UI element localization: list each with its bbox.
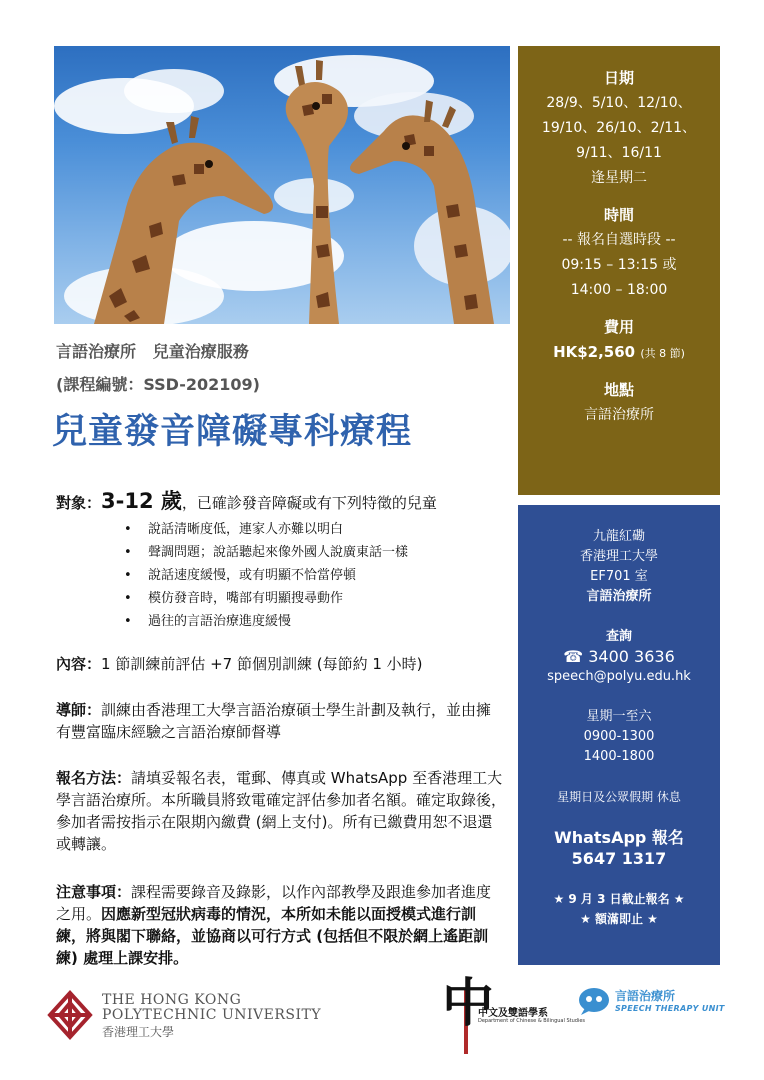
content-label: 內容： [56,655,102,673]
tutor-section [56,699,506,743]
stu-name-zh: 言語治療所 [615,989,676,1003]
address-line: 九龍紅磡 [592,529,645,544]
time-label: 時間 [603,206,634,224]
cbs-glyph: 中 [442,973,495,1034]
notes-text: 課程需要錄音及錄影，以作內部教學及跟進參加者進度之用。 [56,883,492,923]
hours-line: 1400-1800 [583,749,655,764]
phone-line [518,647,720,667]
list-item: • 模仿發音時，嘴部有明顯搜尋動作 [124,587,506,610]
hours-line: 0900-1300 [583,729,655,744]
polyu-name-en-2: POLYTECHNIC UNIVERSITY [102,1007,322,1023]
date-line: 19/10、26/10、2/11、 [541,120,697,136]
address-line: EF701 室 [590,569,648,584]
service-unit-line: 言語治療所 兒童治療服務 [56,342,249,361]
date-label: 日期 [603,69,634,87]
phone-number[interactable]: 3400 3636 [588,647,675,666]
signup-section [56,767,506,855]
target-feature-list [124,518,506,633]
fee-amount: HK$2,560 [553,343,636,361]
email-link[interactable]: speech@polyu.edu.hk [547,669,691,684]
date-line: 28/9、5/10、12/10、 [546,95,692,111]
venue: 言語治療所 [584,407,654,423]
signup-label: 報名方法： [56,769,132,787]
tutor-text: 訓練由香港理工大學言語治療碩士學生計劃及執行，並由擁有豐富臨床經驗之言語治療師督導 [56,701,492,741]
page-title: 兒童發音障礙專科療程 [52,412,413,452]
target-desc: ，已確診發音障礙或有下列特徵的兒童 [181,494,437,512]
tutor-label: 導師： [56,701,102,719]
content-section [56,653,506,675]
fee-line [518,340,720,366]
cbs-name-en: Department of Chinese & Bilingual Studies [478,1018,586,1024]
phone-icon: ☎ [563,647,584,666]
list-item: • 說話速度緩慢，或有明顯不恰當停頓 [124,564,506,587]
polyu-emblem-icon [46,990,94,1040]
speech-bubble-icon [577,986,613,1016]
target-label: 對象 [56,494,87,512]
notes-label: 注意事項： [56,883,132,901]
target-section [56,490,506,633]
venue-label: 地點 [603,381,634,399]
target-separator: ： [86,494,102,512]
time-note: -- 報名自選時段 -- [562,232,676,248]
list-item: • 聲調問題；說話聽起來像外國人說廣東話一樣 [124,541,506,564]
cbs-department-logo [442,973,586,1056]
speech-therapy-unit-logo [577,986,725,1020]
enquiry-label: 查詢 [605,629,632,644]
list-item: • 過往的言語治療進度緩慢 [124,610,506,633]
signup-text: 請填妥報名表，電郵、傳真或 WhatsApp 至香港理工大學言語治療所。本所職員將致電確定評估參加者名額。確定取錄後，參加者需按指示在限期內繳費 (網上支付)。所有已繳費用恕不退還或轉讓。 [56,769,507,853]
date-line: 9/11、16/11 [576,145,662,161]
polyu-name-en-1: THE HONG KONG [102,992,242,1008]
hours-label: 星期一至六 [586,709,652,724]
notes-section [56,881,506,969]
fee-note: (共 8 節) [640,347,685,360]
schedule-panel [518,46,720,495]
polyu-name-zh: 香港理工大學 [102,1025,175,1039]
deadline-note: ★ 9 月 3 日截止報名 ★ [553,892,685,906]
whatsapp-number[interactable]: 5647 1317 [571,849,667,868]
contact-panel [518,505,720,965]
full-note: ★ 額滿即止 ★ [580,912,658,926]
course-code: (課程編號：SSD-202109) [56,375,260,394]
notes-covid-text: 因應新型冠狀病毒的情況，本所如未能以面授模式進行訓練，將與閣下聯絡，並協商以可行方式 (包括但不限於網上遙距訓練) 處理上課安排。 [56,905,489,967]
address-unit: 言語治療所 [586,589,652,604]
target-lead [56,490,506,514]
whatsapp-label: WhatsApp 報名 [554,828,684,847]
fee-label: 費用 [603,318,634,336]
stu-name-en: SPEECH THERAPY UNIT [615,1004,725,1013]
time-slot-2: 14:00 – 18:00 [570,282,668,298]
target-age: 3-12 歲 [101,489,182,513]
weekday: 逢星期二 [591,170,647,186]
hero-giraffe-photo [54,46,510,324]
time-slot-1: 09:15 – 13:15 或 [561,257,677,273]
giraffe-illustration [54,46,510,324]
content-text: 1 節訓練前評估 +7 節個別訓練 (每節約 1 小時) [101,655,423,673]
polyu-logo [46,990,322,1046]
list-item: • 說話清晰度低，連家人亦難以明白 [124,518,506,541]
cbs-name-zh: 中文及雙語學系 [478,1008,548,1019]
address-line: 香港理工大學 [579,549,658,564]
holiday-note: 星期日及公眾假期 休息 [557,790,681,804]
